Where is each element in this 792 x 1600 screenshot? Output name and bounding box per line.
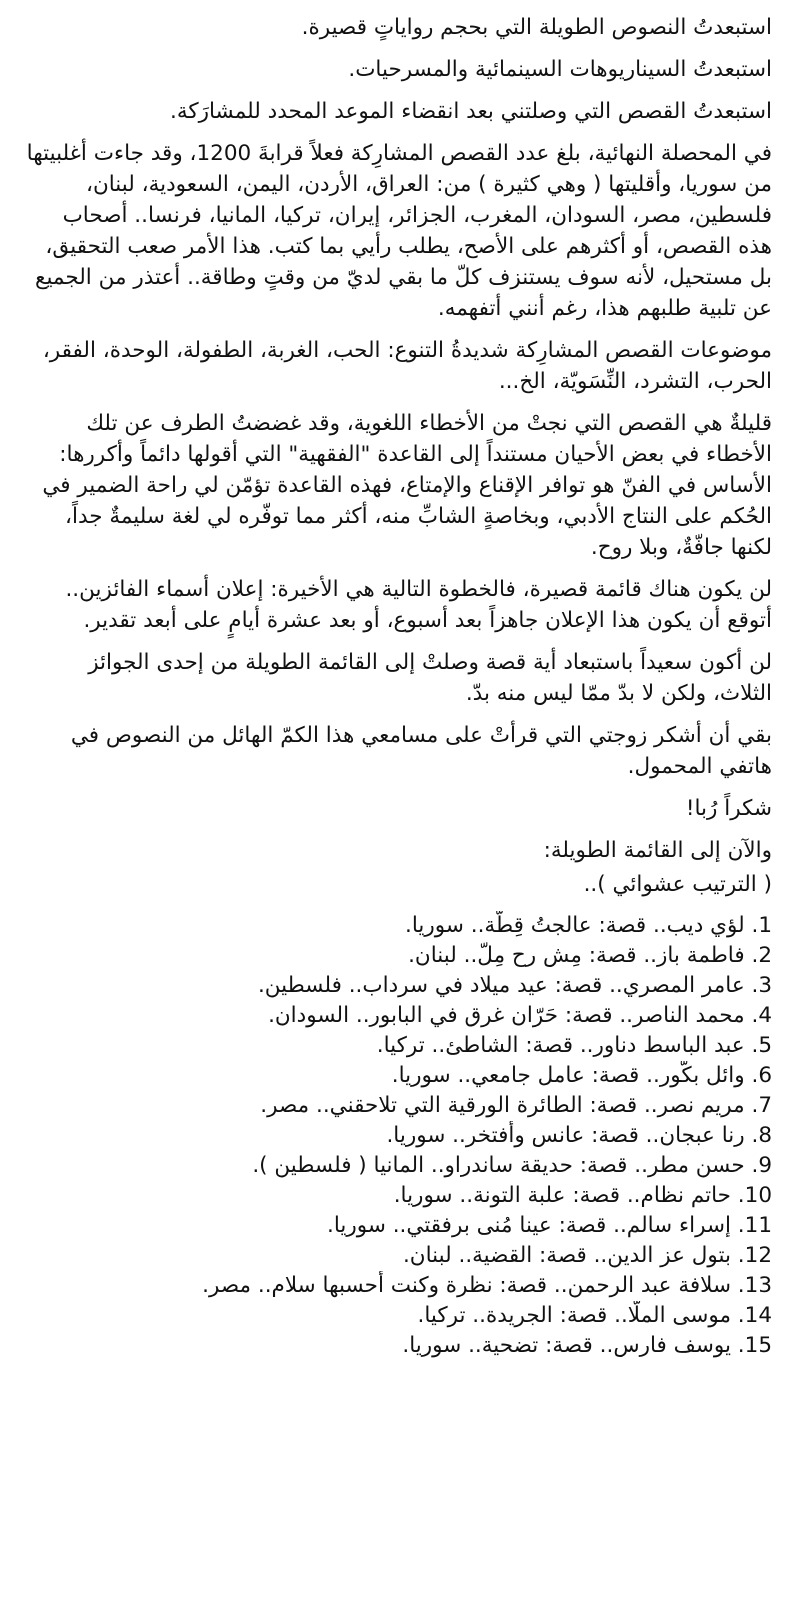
paragraph-exclusion-scripts: استبعدتُ السيناريوهات السينمائية والمسرحيات. — [348, 57, 772, 82]
list-item: 7. مريم نصر.. قصة: الطائرة الورقية التي تلاحقني.. مصر. — [260, 1093, 772, 1118]
list-item: 1. لؤي ديب.. قصة: عالجتُ قِطّة.. سوريا. — [405, 913, 772, 938]
list-item: 15. يوسف فارس.. قصة: تضحية.. سوريا. — [402, 1333, 772, 1358]
paragraph-language-errors: قليلةٌ هي القصص التي نجتْ من الأخطاء اللغوية، وقد غضضتُ الطرف عن تلك الأخطاء في بعض الأحيان مستنداً إلى القاعدة "الفقهية" التي أقولها دائماً وأكررها: الأساس في الفنّ هو توافر الإقناع والإمتاع، فهذه القاعدة تؤمّن لي راحة الضمير في الحُكم على النتاج الأدبي، وبخاصةٍ الشابِّ منه، أكثر مما توفّره لي لغة سليمةٌ جداً، لكنها جافّةٌ، وبلا روح. — [42, 411, 772, 560]
paragraph-participation-count: في المحصلة النهائية، بلغ عدد القصص المشارِكة فعلاً قرابةَ 1200، وقد جاءت أغلبيتها من سوريا، وأقليتها ( وهي كثيرة ) من: العراق، الأردن، اليمن، السعودية، لبنان، فلسطين، مصر، السودان، المغرب، الجزائر، إيران، تركيا، المانيا، فرنسا.. أصحاب هذه القصص، أو أكثرهم على الأصح، يطلب رأيي بما كتب. هذا الأمر صعب التحقيق، بل مستحيل، لأنه سوف يستنزف كلّ ما بقي لديّ من وقتٍ وطاقة.. أعتذر من الجميع عن تلبية طلبهم هذا، رغم أنني أتفهمه. — [26, 141, 772, 321]
list-item: 3. عامر المصري.. قصة: عيد ميلاد في سرداب.. فلسطين. — [257, 973, 772, 998]
list-item: 5. عبد الباسط دناور.. قصة: الشاطئ.. تركيا. — [376, 1033, 772, 1058]
list-item: 9. حسن مطر.. قصة: حديقة ساندراو.. المانيا ( فلسطين ). — [252, 1153, 772, 1178]
list-item: 12. بتول عز الدين.. قصة: القضية.. لبنان. — [402, 1243, 772, 1268]
longlist-heading: والآن إلى القائمة الطويلة: — [543, 838, 772, 863]
list-item: 6. وائل بكّور.. قصة: عامل جامعي.. سوريا. — [391, 1063, 772, 1088]
longlist — [26, 911, 772, 1361]
list-item: 4. محمد الناصر.. قصة: حَرّان غرق في البابور.. السودان. — [268, 1003, 772, 1028]
paragraph-thanks: شكراً رُبا! — [685, 796, 772, 821]
list-item: 11. إسراء سالم.. قصة: عينا مُنى برفقتي.. سوريا. — [327, 1213, 772, 1238]
paragraph-thanks-wife: بقي أن أشكر زوجتي التي قرأتْ على مسامعي هذا الكمّ الهائل من النصوص في هاتفي المحمول. — [70, 723, 772, 779]
paragraph-exclusion-late: استبعدتُ القصص التي وصلتني بعد انقضاء الموعد المحدد للمشارَكة. — [170, 99, 772, 124]
list-item: 14. موسى الملّا.. قصة: الجريدة.. تركيا. — [417, 1303, 772, 1328]
list-item: 10. حاتم نظام.. قصة: علبة التونة.. سوريا. — [393, 1183, 772, 1208]
list-item: 2. فاطمة باز.. قصة: مِش رح مِلّ.. لبنان. — [408, 943, 772, 968]
paragraph-exclusion-long-texts: استبعدتُ النصوص الطويلة التي بحجم رواياتٍ قصيرة. — [301, 15, 772, 40]
longlist-subheading: ( الترتيب عشوائي ).. — [583, 872, 772, 897]
paragraph-topics: موضوعات القصص المشارِكة شديدةُ التنوع: الحب، الغربة، الطفولة، الوحدة، الفقر، الحرب، التشرد، النِّسَويّة، الخ... — [42, 338, 772, 394]
paragraph-regret: لن أكون سعيداً باستبعاد أية قصة وصلتْ إلى القائمة الطويلة من إحدى الجوائز الثلاث، ولكن لا بدّ ممّا ليس منه بدّ. — [88, 650, 772, 706]
list-item: 8. رنا عبجان.. قصة: عانس وأفتخر.. سوريا. — [386, 1123, 772, 1148]
paragraph-next-step: لن يكون هناك قائمة قصيرة، فالخطوة التالية هي الأخيرة: إعلان أسماء الفائزين.. أتوقع أن يكون هذا الإعلان جاهزاً بعد أسبوع، أو بعد عشرة أيامٍ على أبعد تقدير. — [65, 577, 772, 633]
list-item: 13. سلافة عبد الرحمن.. قصة: نظرة وكنت أحسبها سلام.. مصر. — [202, 1273, 772, 1298]
